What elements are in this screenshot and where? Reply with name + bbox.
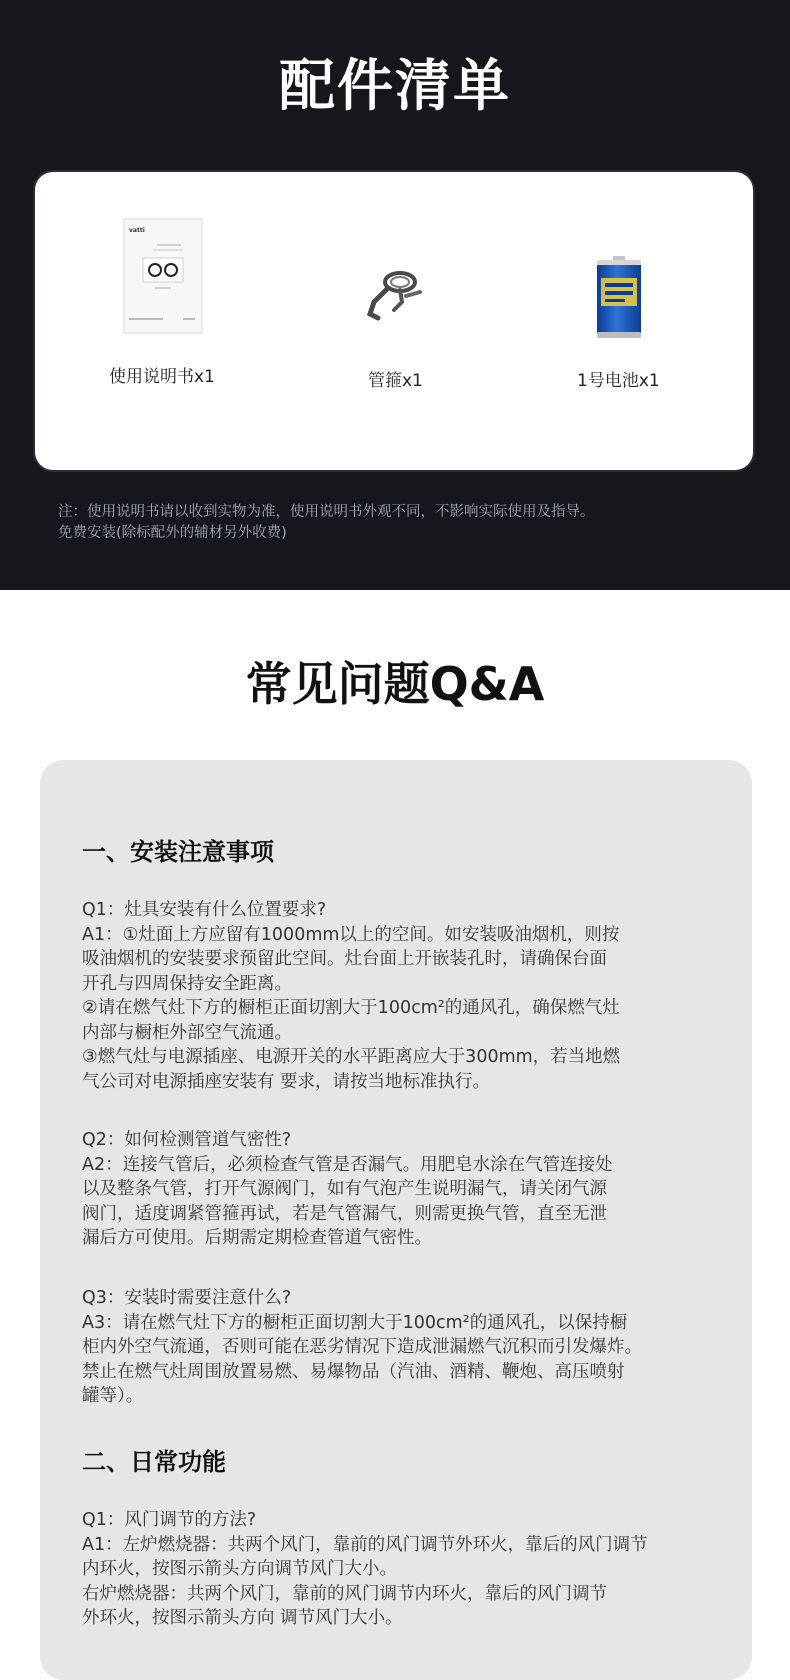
faq-line: A3：请在燃气灶下方的橱柜正面切割大于100cm²的通风孔，以保持橱 bbox=[82, 1312, 628, 1333]
faq-line: 内部与橱柜外部空气流通。 bbox=[82, 1022, 292, 1043]
faq-item-install-q3 bbox=[82, 1286, 722, 1409]
note-line: 注：使用说明书请以收到实物为准，使用说明书外观不同，不影响实际使用及指导。 bbox=[58, 504, 595, 520]
faq-line: 内环火，按图示箭头方向调节风门大小。 bbox=[82, 1559, 397, 1579]
faq-line: 以及整条气管，打开气源阀门，如有气泡产生说明漏气，请关闭气源 bbox=[82, 1179, 607, 1199]
faq-item-daily-q1 bbox=[82, 1508, 722, 1631]
accessories-title: 配件清单 bbox=[279, 54, 511, 119]
faq-line: 外环火，按图示箭头方向 调节风门大小。 bbox=[82, 1608, 403, 1628]
faq-line: Q3：安装时需要注意什么? bbox=[82, 1288, 292, 1308]
faq-line: 气公司对电源插座安装有 要求，请按当地标准执行。 bbox=[82, 1071, 491, 1092]
faq-line: 罐等）。 bbox=[82, 1386, 144, 1406]
faq-line: 开孔与四周保持安全距离。 bbox=[82, 973, 292, 994]
battery-icon bbox=[595, 256, 643, 340]
section-heading-daily-functions: 二、日常功能 bbox=[82, 1448, 226, 1476]
faq-line: Q2：如何检测管道气密性? bbox=[82, 1130, 292, 1150]
faq-line: Q1：风门调节的方法? bbox=[82, 1510, 257, 1530]
hose-clamp-icon bbox=[360, 268, 430, 328]
faq-title: 常见问题Q&A bbox=[245, 657, 545, 711]
accessories-section bbox=[0, 0, 790, 590]
faq-item-install-q2 bbox=[82, 1128, 722, 1251]
section-heading-installation: 一、安装注意事项 bbox=[82, 838, 274, 866]
faq-line: Q1：灶具安装有什么位置要求? bbox=[82, 900, 327, 920]
faq-line: ②请在燃气灶下方的橱柜正面切割大于100cm²的通风孔，确保燃气灶 bbox=[82, 998, 620, 1018]
item-label-hose-clamp: 管箍x1 bbox=[368, 371, 423, 391]
faq-line: 漏后方可使用。后期需定期检查管道气密性。 bbox=[82, 1228, 432, 1248]
item-label-battery: 1号电池x1 bbox=[577, 371, 660, 391]
faq-line: A1：左炉燃烧器：共两个风门，靠前的风门调节外环火，靠后的风门调节 bbox=[82, 1534, 648, 1555]
faq-line: A1：①灶面上方应留有1000mm以上的空间。如安装吸油烟机，则按 bbox=[82, 924, 620, 945]
faq-line: 柜内外空气流通，否则可能在恶劣情况下造成泄漏燃气沉积而引发爆炸。 bbox=[82, 1337, 642, 1357]
faq-line: ③燃气灶与电源插座、电源开关的水平距离应大于300mm，若当地燃 bbox=[82, 1047, 621, 1067]
faq-item-install-q1 bbox=[82, 898, 722, 1094]
faq-line: 右炉燃烧器：共两个风门，靠前的风门调节内环火，靠后的风门调节 bbox=[82, 1583, 607, 1604]
faq-line: 禁止在燃气灶周围放置易燃、易爆物品（汽油、酒精、鞭炮、高压喷射 bbox=[82, 1361, 625, 1382]
faq-line: A2：连接气管后，必须检查气管是否漏气。用肥皂水涂在气管连接处 bbox=[82, 1154, 613, 1175]
manual-icon bbox=[123, 218, 203, 334]
accessories-card bbox=[35, 172, 753, 470]
item-label-manual: 使用说明书x1 bbox=[109, 367, 215, 387]
note-line: 免费安装(除标配外的辅材另外收费) bbox=[58, 525, 287, 541]
faq-line: 吸油烟机的安装要求预留此空间。灶台面上开嵌装孔时，请确保台面 bbox=[82, 949, 607, 969]
accessories-note bbox=[58, 502, 758, 544]
manual-brand-text: vatti bbox=[129, 227, 145, 234]
faq-line: 阀门，适度调紧管箍再试，若是气管漏气，则需更换气管，直至无泄 bbox=[82, 1203, 607, 1224]
